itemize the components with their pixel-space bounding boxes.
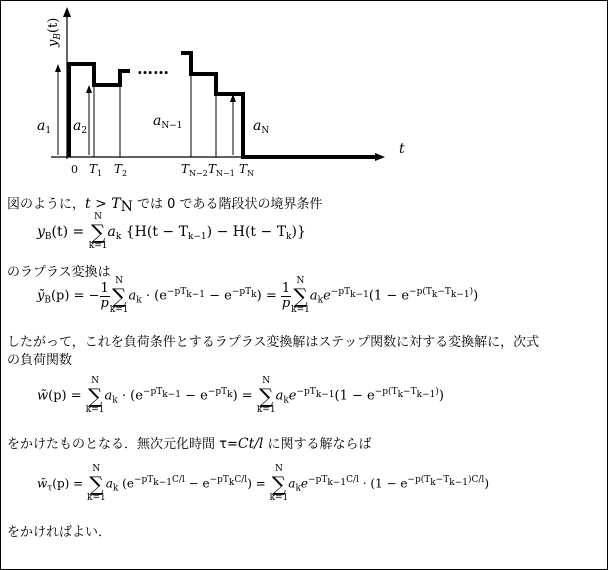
y-axis-label xyxy=(46,18,63,48)
staircase-graph xyxy=(1,1,607,191)
continuation-dots: …… xyxy=(137,59,169,78)
svg-text:yB(t): $y_B(t)$ xyxy=(46,17,63,47)
tick-label-TN-1: $T_{N-1}$ xyxy=(208,162,235,178)
equation-2: ỹ$_B$(p) = − $\frac{1}{p}$ N ∑ k=1 $a_k \cdot (e^{-pT_{k-1}} - e^{-pT_k})$ = $\frac{1}{p}$ N ∑ k=1 $a_ke^{-pT_{k-1}}(1 - e^{-p(T_k-T_{k-1})})$ xyxy=(37,276,479,315)
paragraph-5: をかければよい． xyxy=(7,525,112,540)
staircase-line-right xyxy=(181,53,379,157)
height-label-a2: $a_2$ xyxy=(73,118,88,136)
tick-label-T1: $T_1$ xyxy=(89,162,103,178)
paragraph-1: 図のように，$t > T_N$ では 0 である階段状の境界条件 xyxy=(7,196,323,215)
tick-label-TN-2: $T_{N-2}$ xyxy=(181,162,208,178)
height-label-aN-1: $a_{N-1}$ xyxy=(153,113,183,131)
height-label-a1: $a_1$ xyxy=(37,118,52,136)
paragraph-3-cont: の負荷関数 xyxy=(7,353,73,368)
x-axis-label: t xyxy=(399,141,405,157)
height-arrow-a2-head xyxy=(86,85,92,93)
equation-4: $w̃_\tau(p)$ = N ∑ k=1 $a_k$ $(e^{-pT_{k-1}C/l} - e^{-pT_kC/l})$ = N ∑ k=1 $a_ke^{-pT_{k-1}C/l} \cdot (1 - e^{-p(T_k-T_{k-1})C/l})$ xyxy=(37,464,489,503)
height-label-aN: $a_N$ xyxy=(253,118,270,136)
paragraph-4: をかけたものとなる．無次元化時間 τ=Ct/l に関する解ならば xyxy=(7,436,372,452)
paragraph-3: したがって，これを負荷条件とするラプラス変換解はステップ関数に対する変換解に，次式 xyxy=(7,335,540,350)
origin-label: 0 xyxy=(71,163,78,176)
y-axis-arrow xyxy=(63,7,71,17)
tick-label-T2: $T_2$ xyxy=(114,162,128,178)
equation-1: $y_B(t)$ = N ∑ k=1 $a_k$ $\{H(t - T_{k-1}) - H(t - T_k)\}$ xyxy=(37,212,306,251)
height-arrow-a1-head xyxy=(55,64,61,72)
tick-label-TN: $T_N$ xyxy=(239,162,255,178)
paragraph-2: のラプラス変換は xyxy=(7,265,111,280)
staircase-line-left xyxy=(69,64,130,157)
equation-3: w̃(p) = N ∑ k=1 $a_k \cdot (e^{-pT_{k-1}} - e^{-pT_k})$ = N ∑ k=1 $a_ke^{-pT_{k-1}}(1 - e^{-p(T_k-T_{k-1})})$ xyxy=(37,376,444,415)
